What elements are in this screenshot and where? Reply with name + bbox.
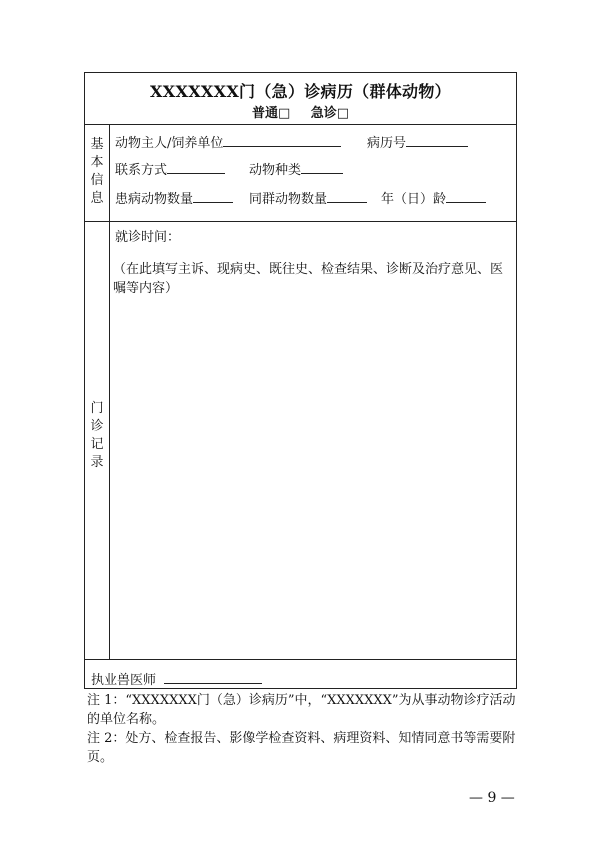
record-no-label: 病历号 xyxy=(367,136,407,151)
note-2: 注 2：处方、检查报告、影像学检查资料、病理资料、知情同意书等需要附页。 xyxy=(87,731,516,765)
form-title: XXXXXXX门（急）诊病历（群体动物） xyxy=(150,82,451,101)
record-no-blank[interactable] xyxy=(406,134,468,147)
group-count-field xyxy=(249,188,369,207)
divider-basic-info xyxy=(85,221,516,222)
medical-record-form xyxy=(84,72,517,689)
notes xyxy=(87,691,517,767)
page-number: — 9 — xyxy=(469,790,515,806)
species-blank[interactable] xyxy=(301,161,343,174)
visit-time-label: 就诊时间： xyxy=(115,230,181,245)
clinic-record-instruction: （在此填写主诉、现病史、既往史、检查结果、诊断及治疗意见、医嘱等内容） xyxy=(113,262,504,296)
sick-count-label: 患病动物数量 xyxy=(115,192,194,207)
divider-label-column xyxy=(109,124,110,659)
divider-clinic-record xyxy=(85,659,516,660)
sick-count-blank[interactable] xyxy=(193,190,233,203)
contact-blank[interactable] xyxy=(167,161,225,174)
vet-label: 执业兽医师 xyxy=(91,673,157,688)
species-field xyxy=(249,159,345,178)
visit-type-normal[interactable]: 普通□ xyxy=(251,106,291,121)
visit-type-emergency[interactable]: 急诊□ xyxy=(310,106,350,121)
owner-label: 动物主人/饲养单位 xyxy=(115,136,224,151)
basic-info-section-label: 基 本 信 息 xyxy=(90,137,104,206)
group-count-blank[interactable] xyxy=(327,190,367,203)
age-blank[interactable] xyxy=(446,190,486,203)
owner-field xyxy=(115,132,343,151)
vet-signature-blank[interactable] xyxy=(164,671,262,684)
contact-label: 联系方式 xyxy=(115,163,168,178)
owner-blank[interactable] xyxy=(223,134,341,147)
group-count-label: 同群动物数量 xyxy=(249,192,328,207)
note-1: 注 1：“XXXXXXX门（急）诊病历”中，“XXXXXXX”为从事动物诊疗活动的单位名称。 xyxy=(87,693,516,727)
age-label: 年（日）龄 xyxy=(381,192,447,207)
clinic-record-section-label: 门 诊 记 录 xyxy=(90,401,104,470)
age-field xyxy=(381,188,488,207)
visit-type-row xyxy=(85,102,516,121)
sick-count-field xyxy=(115,188,235,207)
species-label: 动物种类 xyxy=(249,163,302,178)
vet-signature-field xyxy=(91,669,264,688)
record-no-field xyxy=(367,132,470,151)
contact-field xyxy=(115,159,227,178)
divider-title xyxy=(85,124,516,125)
